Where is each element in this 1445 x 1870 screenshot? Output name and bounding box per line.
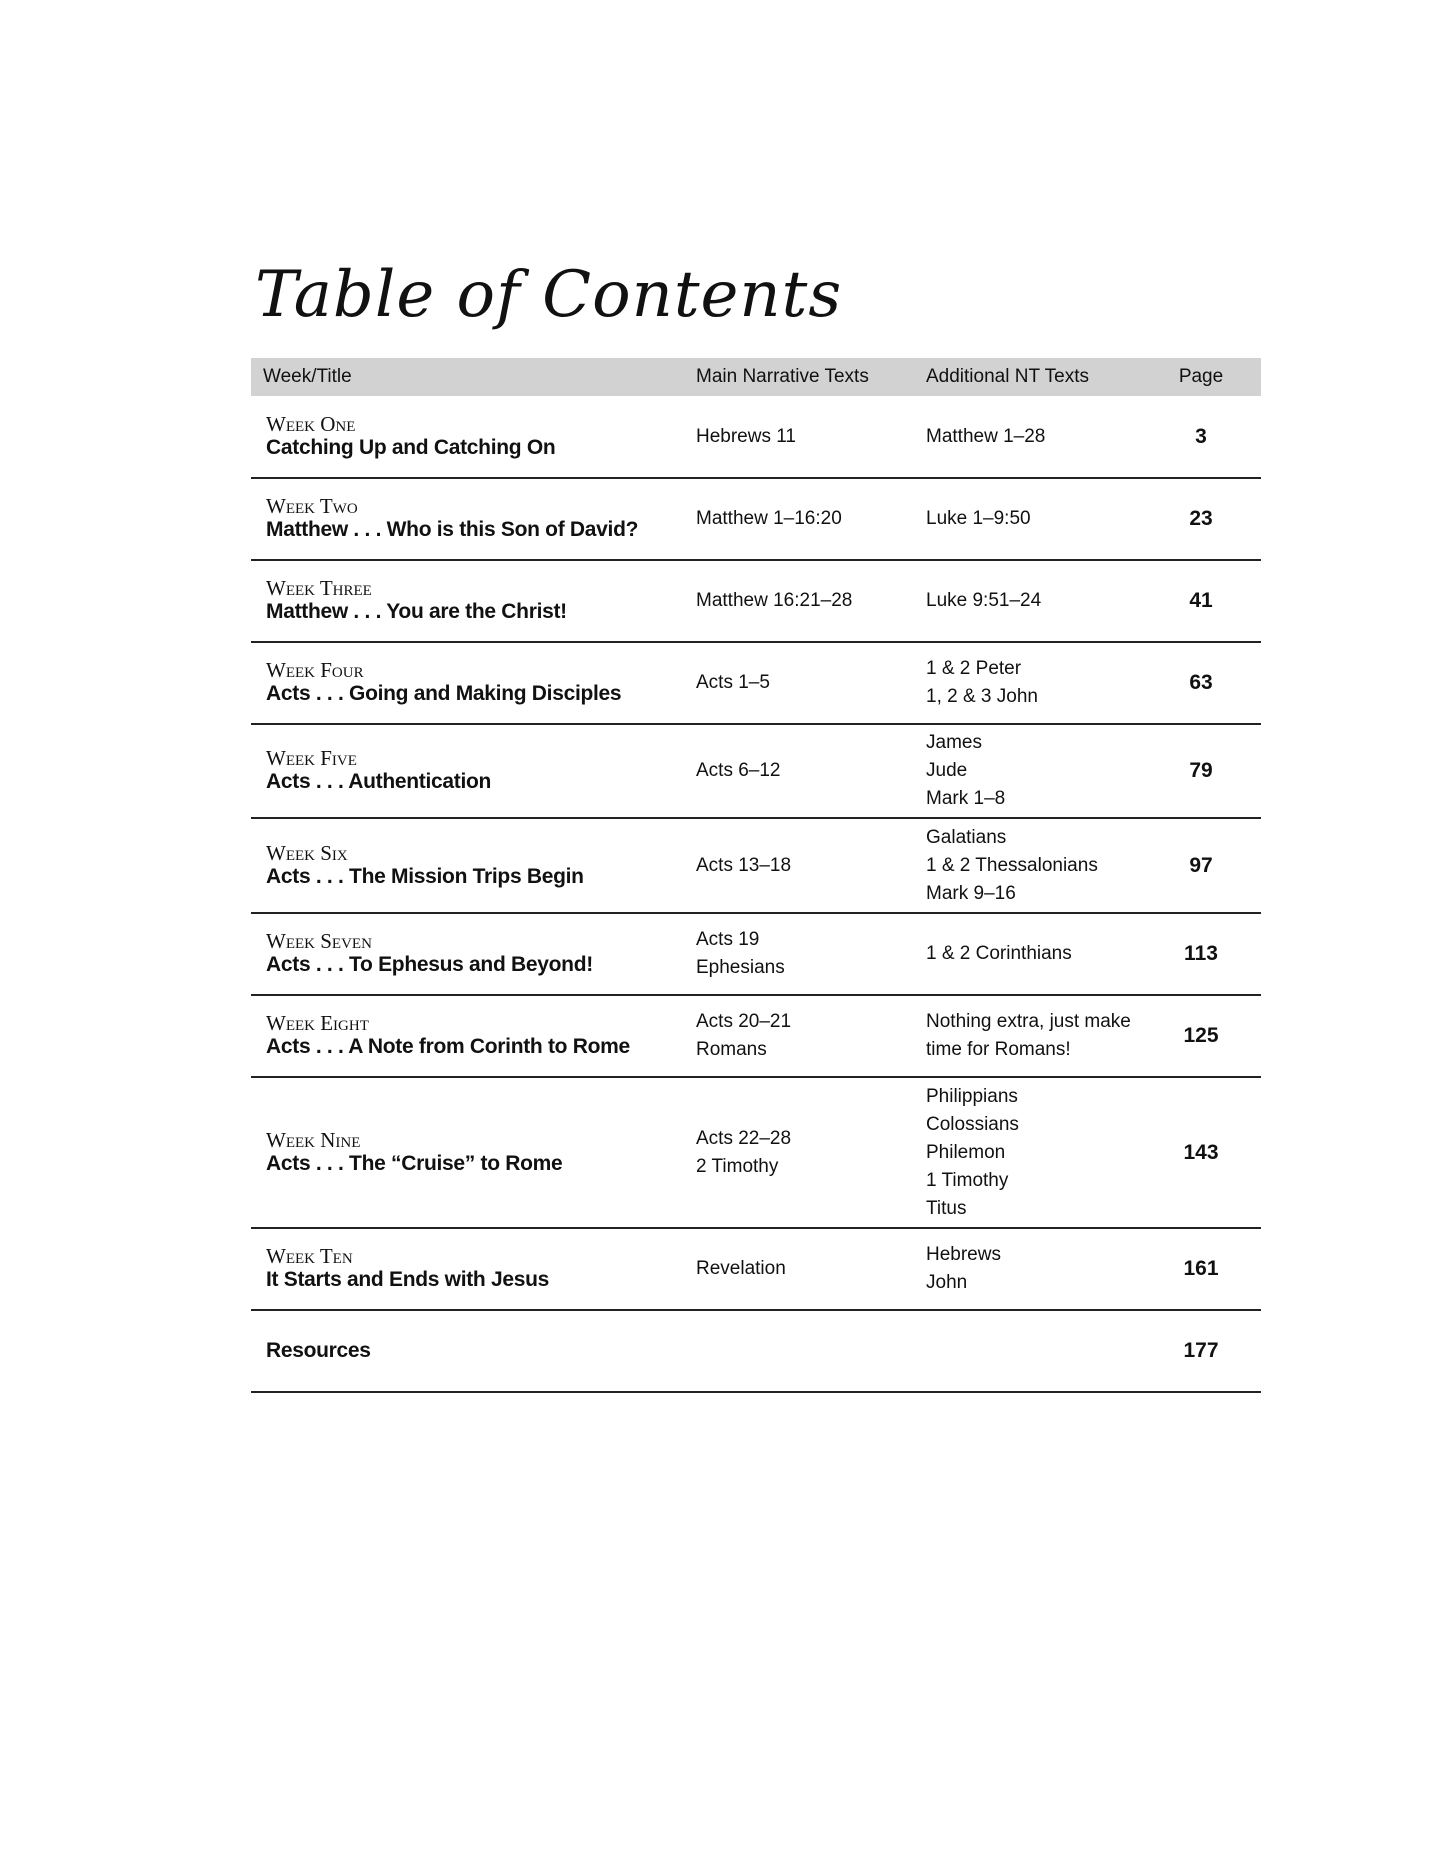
additional-text: Colossians	[926, 1113, 1019, 1135]
page-number: 3	[1195, 424, 1207, 448]
week-title: Acts . . . The Mission Trips Begin	[266, 864, 584, 888]
table-row	[251, 725, 1261, 819]
additional-texts-cell	[926, 1008, 1141, 1064]
week-title: Acts . . . To Ephesus and Beyond!	[266, 953, 593, 976]
page-number: 143	[1183, 1140, 1219, 1164]
week-title-cell	[251, 413, 696, 461]
page-number: 63	[1189, 671, 1213, 694]
week-title: It Starts and Ends with Jesus	[266, 1268, 550, 1291]
page-number: 161	[1183, 1257, 1219, 1280]
additional-text: Luke 1–9:50	[926, 508, 1031, 529]
additional-texts-cell	[926, 1241, 1141, 1297]
main-texts-cell	[696, 757, 926, 785]
header-week-title: Week/Title	[263, 366, 352, 387]
main-text: Acts 1–5	[696, 672, 770, 693]
table-header	[251, 358, 1261, 396]
week-title: Resources	[266, 1339, 371, 1362]
main-text: Matthew 1–16:20	[696, 508, 842, 529]
week-title: Acts . . . Going and Making Disciples	[266, 682, 622, 705]
additional-text: Matthew 1–28	[926, 425, 1046, 447]
week-label: Week Four	[266, 658, 364, 682]
additional-text: 1, 2 & 3 John	[926, 686, 1038, 707]
additional-text: Philemon	[926, 1141, 1006, 1163]
additional-text: Jude	[926, 760, 968, 781]
week-title-cell	[251, 1245, 696, 1293]
week-title-cell	[251, 1338, 696, 1364]
week-label: Week Six	[266, 840, 348, 865]
week-title-cell	[251, 1129, 696, 1177]
additional-text: Philippians	[926, 1085, 1018, 1107]
week-label: Week Three	[266, 576, 372, 600]
week-label: Week Five	[266, 746, 357, 770]
additional-text: 1 & 2 Peter	[926, 658, 1022, 679]
week-title-cell	[251, 747, 696, 795]
main-text: Acts 19	[696, 929, 760, 950]
table-row	[251, 914, 1261, 996]
page-number: 177	[1183, 1339, 1219, 1362]
table-row	[251, 479, 1261, 561]
additional-text: James	[926, 732, 982, 753]
header-additional-texts: Additional NT Texts	[926, 366, 1089, 387]
main-text: 2 Timothy	[696, 1155, 779, 1177]
main-texts-cell	[696, 587, 926, 615]
main-text: Acts 20–21	[696, 1011, 792, 1032]
table-row	[251, 561, 1261, 643]
week-title-cell	[251, 842, 696, 890]
additional-text: 1 & 2 Corinthians	[926, 943, 1072, 964]
additional-texts-cell	[926, 505, 1141, 533]
additional-texts-cell	[926, 729, 1141, 813]
main-texts-cell	[696, 669, 926, 697]
additional-texts-cell	[926, 824, 1141, 908]
toc-page	[251, 250, 1261, 1393]
page-number: 41	[1189, 589, 1213, 612]
week-title-cell	[251, 1012, 696, 1060]
main-texts-cell	[696, 423, 926, 451]
week-title-cell	[251, 659, 696, 707]
table-row	[251, 1311, 1261, 1393]
main-texts-cell	[696, 1255, 926, 1283]
main-text: Romans	[696, 1039, 767, 1060]
week-title-cell	[251, 577, 696, 625]
additional-text: Mark 9–16	[926, 882, 1016, 904]
additional-text: Nothing extra, just make	[926, 1011, 1131, 1032]
page-number: 125	[1183, 1024, 1219, 1047]
additional-texts-cell	[926, 423, 1141, 451]
week-label: Week Seven	[266, 929, 372, 953]
week-label: Week Nine	[266, 1127, 361, 1152]
header-page: Page	[1178, 366, 1224, 387]
main-text: Matthew 16:21–28	[696, 590, 853, 611]
table-row	[251, 996, 1261, 1078]
additional-text: Luke 9:51–24	[926, 590, 1042, 611]
week-title: Catching Up and Catching On	[266, 435, 556, 459]
week-title: Acts . . . Authentication	[266, 770, 492, 793]
page-number: 113	[1184, 942, 1218, 965]
main-texts-cell	[696, 1125, 926, 1181]
additional-text: 1 & 2 Thessalonians	[926, 854, 1098, 876]
table-row	[251, 1229, 1261, 1311]
week-label: Week Two	[266, 494, 358, 518]
main-text: Acts 13–18	[696, 854, 792, 876]
week-title: Matthew . . . You are the Christ!	[266, 600, 567, 623]
additional-texts-cell	[926, 587, 1141, 615]
table-row	[251, 819, 1261, 914]
week-title: Acts . . . The “Cruise” to Rome	[266, 1151, 563, 1175]
table-row	[251, 643, 1261, 725]
main-text: Acts 6–12	[696, 760, 781, 781]
additional-texts-cell	[926, 940, 1141, 968]
table-row	[251, 1078, 1261, 1229]
main-texts-cell	[696, 926, 926, 982]
page-number: 79	[1189, 759, 1213, 782]
table-row	[251, 396, 1261, 479]
week-label: Week Ten	[266, 1244, 353, 1268]
week-title-cell	[251, 930, 696, 978]
additional-text: Galatians	[926, 826, 1007, 848]
week-label: Week Eight	[266, 1011, 369, 1035]
main-texts-cell	[696, 1008, 926, 1064]
additional-text: time for Romans!	[926, 1039, 1071, 1060]
main-texts-cell	[696, 505, 926, 533]
additional-text: Mark 1–8	[926, 788, 1006, 809]
week-title: Acts . . . A Note from Corinth to Rome	[266, 1035, 630, 1058]
page-title: Table of Contents	[255, 258, 843, 332]
main-text: Acts 22–28	[696, 1127, 792, 1149]
additional-texts-cell	[926, 655, 1141, 711]
page-number: 23	[1189, 507, 1213, 530]
additional-text: Hebrews	[926, 1244, 1001, 1265]
toc-rows	[251, 396, 1261, 1393]
page-number: 97	[1189, 853, 1213, 877]
main-text: Ephesians	[696, 957, 785, 978]
additional-text: 1 Timothy	[926, 1169, 1009, 1191]
additional-text: John	[926, 1272, 968, 1293]
main-text: Revelation	[696, 1258, 786, 1279]
week-title-cell	[251, 495, 696, 543]
header-main-texts: Main Narrative Texts	[696, 366, 869, 387]
week-label: Week One	[266, 411, 356, 436]
main-texts-cell	[696, 852, 926, 880]
additional-texts-cell	[926, 1083, 1141, 1223]
main-text: Hebrews 11	[696, 425, 796, 447]
additional-text: Titus	[926, 1197, 967, 1219]
week-title: Matthew . . . Who is this Son of David?	[266, 518, 639, 541]
